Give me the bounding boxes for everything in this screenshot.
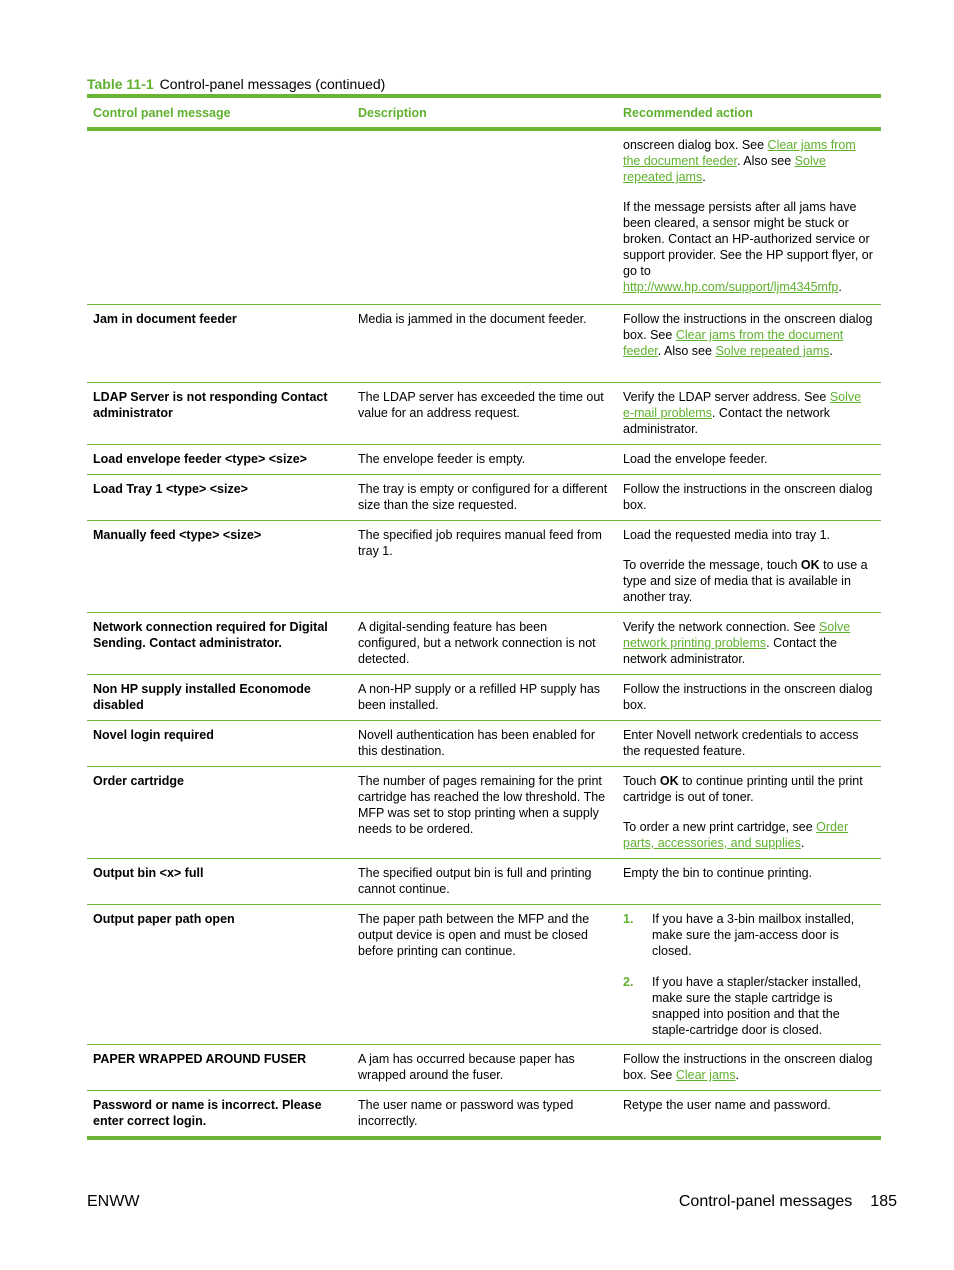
action-text: . Contact the network administrator.	[623, 406, 831, 436]
action-text: To order a new print cartridge, see	[623, 820, 817, 834]
description-cell: A digital-sending feature has been configured, but a network connection is not detected.	[358, 620, 596, 666]
message-cell: LDAP Server is not responding Contact administrator	[93, 390, 328, 420]
table-number: Table 11-1	[87, 76, 154, 92]
action-cell: Load the envelope feeder.	[623, 452, 768, 466]
action-text: Follow the instructions in the onscreen dialog box. See	[623, 1052, 873, 1082]
description-cell	[352, 131, 617, 304]
action-text: Verify the LDAP server address. See	[623, 390, 830, 404]
message-cell: Output bin <x> full	[93, 866, 204, 880]
link-clear-jams[interactable]: Clear jams	[675, 1068, 736, 1082]
header-control-panel-message: Control panel message	[93, 105, 231, 120]
action-text: Follow the instructions in the onscreen dialog box. See	[623, 312, 873, 342]
table-row	[87, 859, 881, 905]
table-row	[87, 131, 881, 305]
description-cell: The paper path between the MFP and the output device is open and must be closed before printing can continue.	[358, 912, 590, 958]
message-cell: Load Tray 1 <type> <size>	[93, 482, 248, 496]
message-cell: PAPER WRAPPED AROUND FUSER	[93, 1052, 307, 1066]
control-panel-messages-table	[87, 94, 881, 1140]
action-text: . Also see	[736, 154, 795, 168]
footer-section	[679, 1192, 897, 1212]
action-cell	[617, 905, 881, 1044]
action-cell	[617, 383, 881, 444]
action-cell	[617, 521, 881, 612]
table-header	[87, 98, 881, 131]
message-cell: Password or name is incorrect. Please enter correct login.	[93, 1098, 322, 1128]
description-cell: Novell authentication has been enabled for this destination.	[358, 728, 595, 758]
header-description: Description	[358, 105, 427, 120]
footer-enww: ENWW	[87, 1193, 140, 1210]
action-cell	[617, 613, 881, 674]
message-cell: Network connection required for Digital Sending. Contact administrator.	[93, 620, 328, 650]
table-row	[87, 521, 881, 613]
action-cell: Retype the user name and password.	[623, 1098, 831, 1112]
ok-key-label: OK	[659, 774, 679, 788]
description-cell: The specified output bin is full and printing cannot continue.	[358, 866, 592, 896]
message-cell: Order cartridge	[93, 774, 185, 788]
table-row	[87, 445, 881, 475]
action-text: onscreen dialog box. See	[623, 138, 768, 152]
step-number: 2.	[623, 975, 634, 989]
step-text: If you have a 3-bin mailbox installed, make sure the jam-access door is closed.	[652, 912, 855, 958]
link-clear-jams-document-feeder[interactable]: Clear jams from the document feeder	[623, 328, 844, 358]
table-row	[87, 383, 881, 445]
action-text: .	[800, 836, 805, 850]
page-number: 185	[870, 1193, 897, 1210]
action-cell: Follow the instructions in the onscreen dialog box.	[623, 482, 873, 512]
action-text: . Contact the network administrator.	[623, 636, 837, 666]
message-cell: Non HP supply installed Economode disabled	[93, 682, 311, 712]
action-text: .	[735, 1068, 740, 1082]
action-text: Touch	[623, 774, 660, 788]
description-cell: The user name or password was typed incorrectly.	[358, 1098, 574, 1128]
description-cell: A jam has occurred because paper has wrapped around the fuser.	[358, 1052, 575, 1082]
description-cell: Media is jammed in the document feeder.	[358, 312, 587, 326]
description-cell: A non-HP supply or a refilled HP supply has been installed.	[358, 682, 601, 712]
step-text: If you have a stapler/stacker installed, make sure the staple cartridge is snapped into position and that the staple-cartridge door is closed.	[652, 975, 862, 1037]
description-cell: The LDAP server has exceeded the time out value for an address request.	[358, 390, 604, 420]
table-caption	[87, 75, 385, 93]
table-row	[87, 475, 881, 521]
action-cell: Empty the bin to continue printing.	[623, 866, 813, 880]
table-row	[87, 767, 881, 859]
action-text: Load the requested media into tray 1.	[623, 528, 831, 542]
message-cell: Output paper path open	[93, 912, 235, 926]
ok-key-label: OK	[800, 558, 820, 572]
message-cell: Novel login required	[93, 728, 214, 742]
description-cell: The envelope feeder is empty.	[358, 452, 526, 466]
action-text: to continue printing until the print cartridge is out of toner.	[623, 774, 863, 804]
header-recommended-action: Recommended action	[623, 105, 753, 120]
table-title: Control-panel messages (continued)	[159, 76, 386, 92]
table-row	[87, 613, 881, 675]
link-hp-support-url[interactable]: http://www.hp.com/support/ljm4345mfp	[623, 280, 839, 294]
action-text: If the message persists after all jams have been cleared, a sensor might be stuck or broken. Contact an HP-authorized service or support provider. See the HP support flyer, or go to	[623, 200, 873, 278]
action-cell	[617, 305, 881, 382]
action-cell	[617, 1045, 881, 1090]
table-row	[87, 1091, 881, 1140]
table-row	[87, 905, 881, 1045]
table-row	[87, 675, 881, 721]
list-item	[623, 911, 873, 959]
message-cell	[87, 131, 352, 304]
description-cell: The number of pages remaining for the print cartridge has reached the low threshold. The MFP was set to stop printing when a supply needs to be ordered.	[358, 774, 606, 836]
link-clear-jams-document-feeder[interactable]: Clear jams from the document feeder	[623, 138, 856, 168]
link-solve-repeated-jams[interactable]: Solve repeated jams	[715, 344, 830, 358]
action-cell	[617, 131, 881, 304]
list-item	[623, 974, 873, 1038]
action-text: To override the message, touch	[623, 558, 801, 572]
link-solve-network-printing-problems[interactable]: Solve network printing problems	[623, 620, 851, 650]
link-solve-email-problems[interactable]: Solve e-mail problems	[623, 390, 862, 420]
description-cell: The tray is empty or configured for a different size than the size requested.	[358, 482, 608, 512]
table-row	[87, 721, 881, 767]
step-number: 1.	[623, 912, 634, 926]
table-row	[87, 1045, 881, 1091]
link-solve-repeated-jams[interactable]: Solve repeated jams	[623, 154, 826, 184]
footer-section-title: Control-panel messages	[678, 1193, 853, 1210]
message-cell: Load envelope feeder <type> <size>	[93, 452, 307, 466]
action-text: Verify the network connection. See	[623, 620, 819, 634]
table-row	[87, 305, 881, 383]
action-text: . Also see	[657, 344, 716, 358]
action-text: .	[829, 344, 833, 358]
action-cell: Follow the instructions in the onscreen dialog box.	[623, 682, 873, 712]
message-cell: Manually feed <type> <size>	[93, 528, 262, 542]
action-text: to use a type and size of media that is available in another tray.	[623, 558, 868, 604]
action-text: .	[702, 170, 706, 184]
action-text: .	[838, 280, 842, 294]
action-cell	[617, 767, 881, 858]
link-order-parts[interactable]: Order parts, accessories, and supplies	[623, 820, 849, 850]
description-cell: The specified job requires manual feed from tray 1.	[358, 528, 602, 558]
message-cell: Jam in document feeder	[93, 312, 237, 326]
action-cell: Enter Novell network credentials to access the requested feature.	[623, 728, 859, 758]
